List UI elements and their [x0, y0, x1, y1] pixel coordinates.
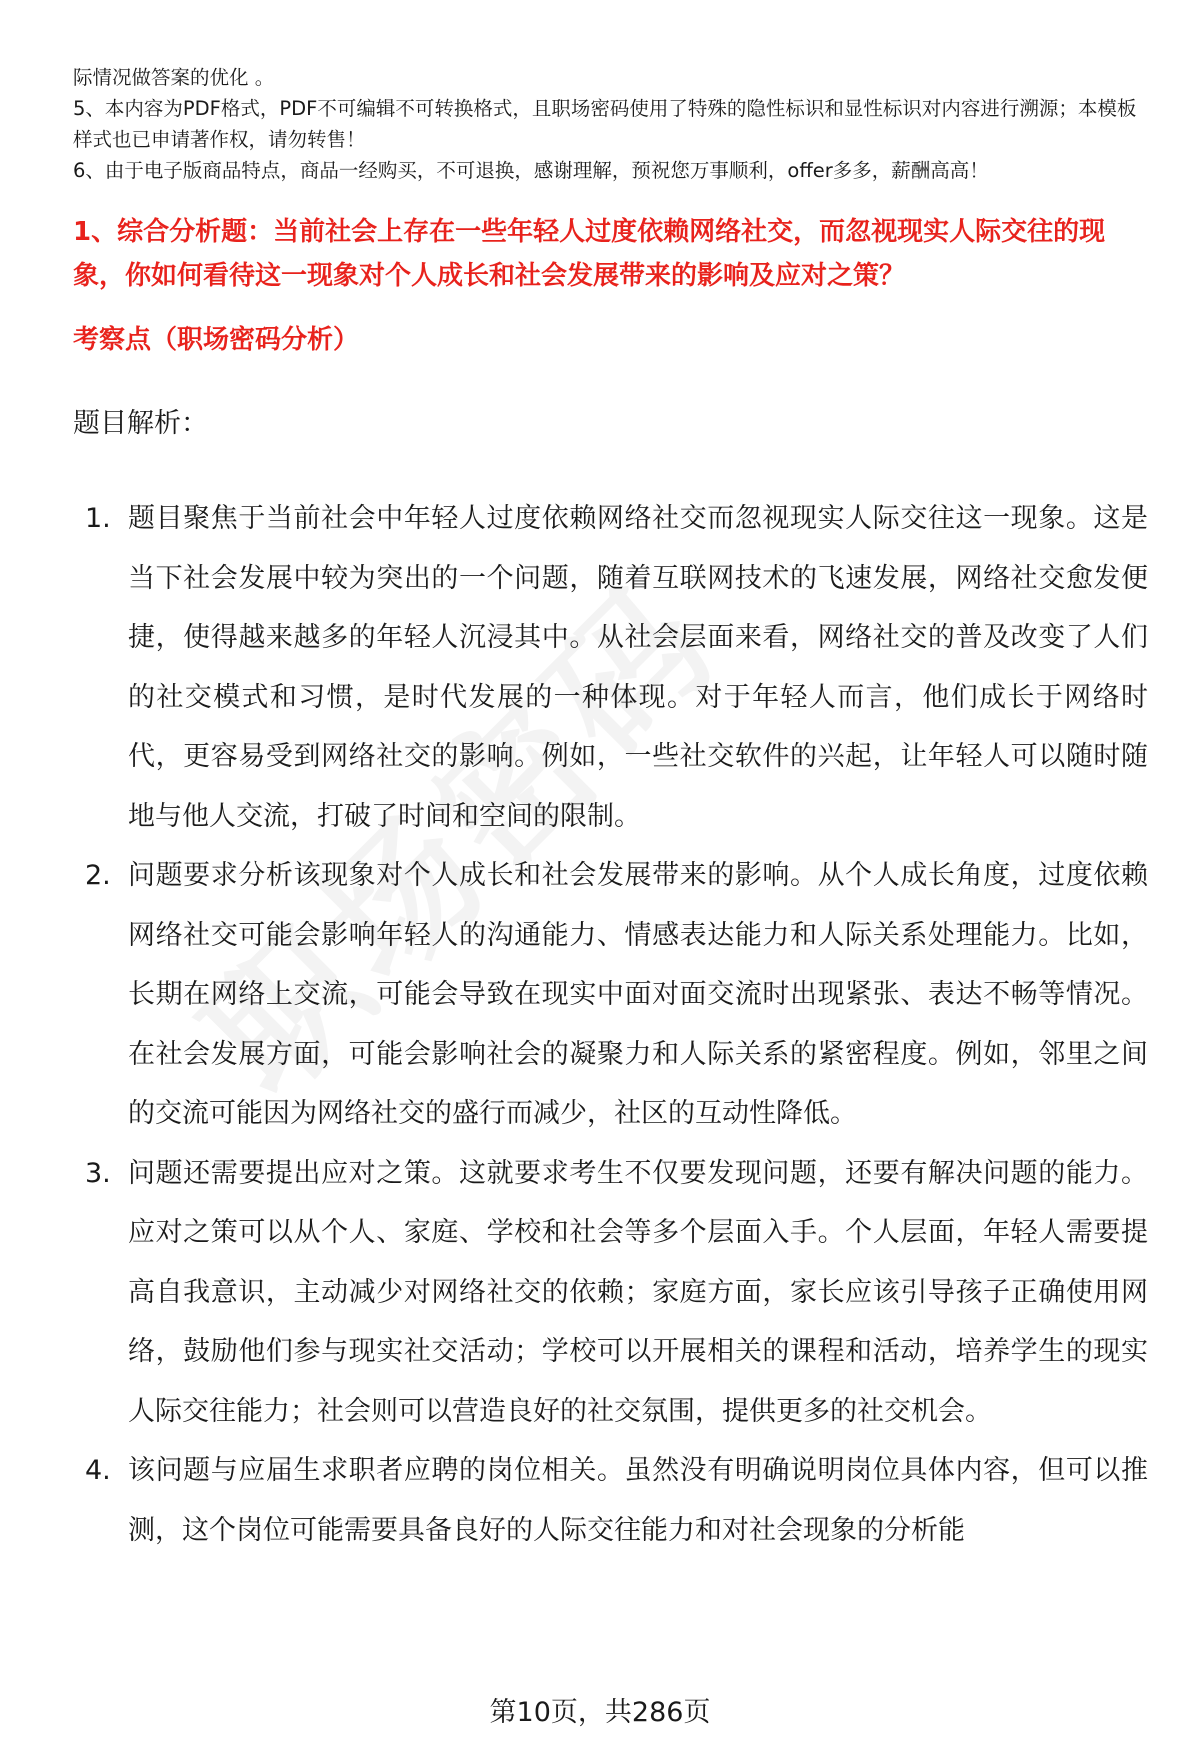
list-item-number: 3. — [85, 1157, 111, 1189]
list-item — [0, 1441, 1148, 1560]
note-line: 6、由于电子版商品特点，商品一经购买，不可退换，感谢理解，预祝您万事顺利，offer多多，薪酬高高！ — [73, 159, 989, 182]
note-line: 5、本内容为PDF格式，PDF不可编辑不可转换格式，且职场密码使用了特殊的隐性标识和显性标识对内容进行溯源；本模板样式也已申请著作权，请勿转售！ — [73, 97, 1137, 151]
notes-block — [73, 62, 1153, 186]
list-item-text: 问题还需要提出应对之策。这就要求考生不仅要发现问题，还要有解决问题的能力。应对之策可以从个人、家庭、学校和社会等多个层面入手。个人层面，年轻人需要提高自我意识，主动减少对网络社交的依赖；家庭方面，家长应该引导孩子正确使用网络，鼓励他们参与现实社交活动；学校可以开展相关的课程和活动，培养学生的现实人际交往能力；社会则可以营造良好的社交氛围，提供更多的社交机会。 — [128, 1157, 1148, 1427]
analysis-label: 题目解析： — [73, 408, 208, 439]
list-item-number: 4. — [85, 1455, 111, 1486]
list-item-number: 2. — [85, 860, 111, 891]
question-title: 1、综合分析题：当前社会上存在一些年轻人过度依赖网络社交，而忽视现实人际交往的现象，你如何看待这一现象对个人成长和社会发展带来的影响及应对之策？ — [73, 217, 1106, 291]
analysis-list — [0, 489, 1200, 1560]
list-item — [0, 1144, 1148, 1442]
list-item-text: 题目聚焦于当前社会中年轻人过度依赖网络社交而忽视现实人际交往这一现象。这是当下社会发展中较为突出的一个问题，随着互联网技术的飞速发展，网络社交愈发便捷，使得越来越多的年轻人沉浸其中。从社会层面来看，网络社交的普及改变了人们的社交模式和习惯，是时代发展的一种体现。对于年轻人而言，他们成长于网络时代，更容易受到网络社交的影响。例如，一些社交软件的兴起，让年轻人可以随时随地与他人交流，打破了时间和空间的限制。 — [128, 503, 1148, 832]
section-heading: 考察点（职场密码分析） — [73, 325, 360, 355]
list-item-text: 问题要求分析该现象对个人成长和社会发展带来的影响。从个人成长角度，过度依赖网络社交可能会影响年轻人的沟通能力、情感表达能力和人际关系处理能力。比如，长期在网络上交流，可能会导致在现实中面对面交流时出现紧张、表达不畅等情况。在社会发展方面，可能会影响社会的凝聚力和人际关系的紧密程度。例如，邻里之间的交流可能因为网络社交的盛行而减少，社区的互动性降低。 — [128, 860, 1148, 1129]
list-item — [0, 846, 1148, 1144]
page-footer: 第10页，共286页 — [489, 1697, 711, 1728]
list-item-text: 该问题与应届生求职者应聘的岗位相关。虽然没有明确说明岗位具体内容，但可以推测，这个岗位可能需要具备良好的人际交往能力和对社会现象的分析能 — [128, 1455, 1148, 1546]
list-item — [0, 489, 1148, 846]
list-item-number: 1. — [85, 503, 111, 534]
note-line: 际情况做答案的优化 。 — [73, 66, 275, 89]
